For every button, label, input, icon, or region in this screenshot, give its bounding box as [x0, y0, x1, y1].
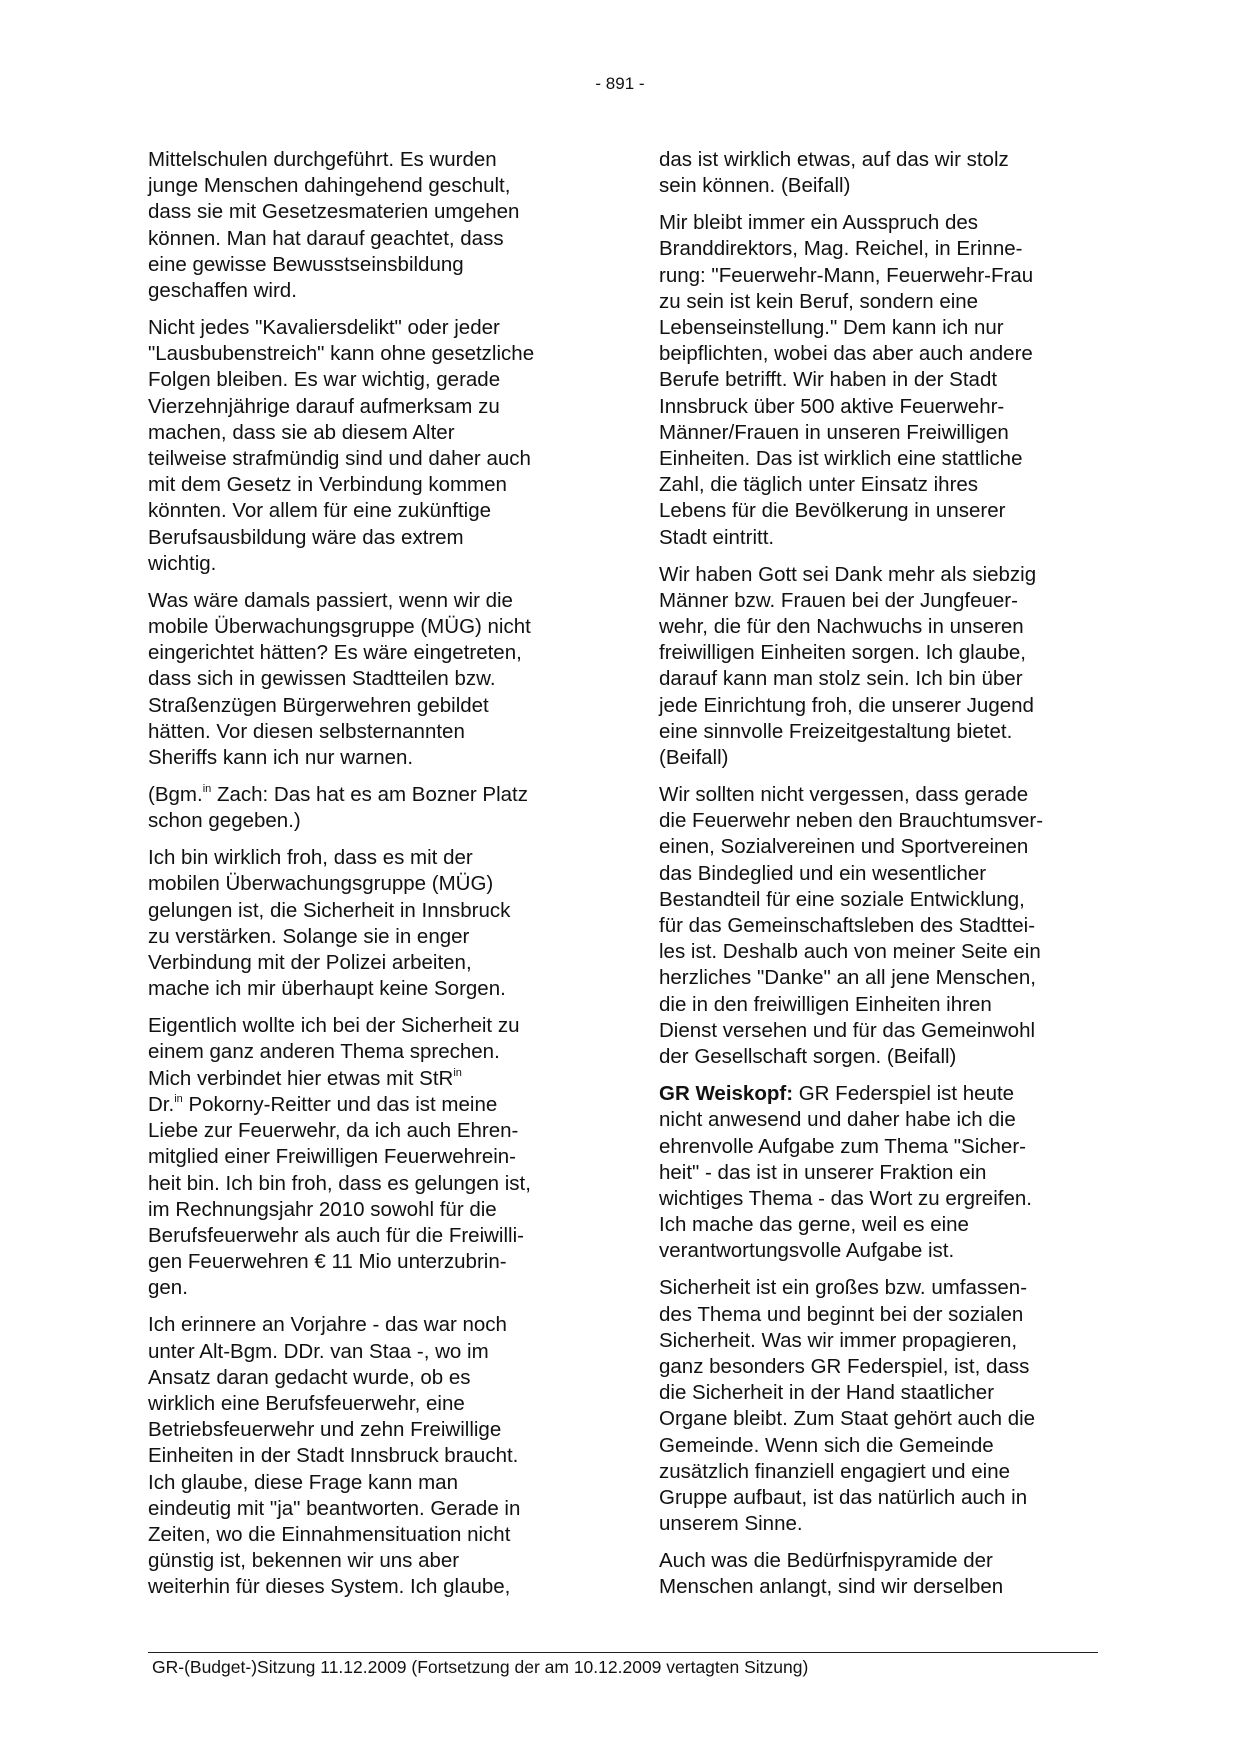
- paragraph: [659, 210, 1099, 551]
- page-number: - 891 -: [595, 74, 645, 93]
- text-line: eine gewisse Bewusstseinsbildung: [148, 252, 464, 276]
- text-line: mobile Überwachungsgruppe (MÜG) nicht: [148, 615, 531, 639]
- text-line: Bestandteil für eine soziale Entwicklung,: [659, 887, 1025, 911]
- text-line: (Bgm.$^{in}$ Zach: Das hat es am Bozner Platz: [148, 783, 528, 807]
- text-line: Einheiten. Das ist wirklich eine stattliche: [659, 447, 1023, 471]
- speaker-name: GR Weiskopf:: [659, 1082, 794, 1106]
- text-line: Mir bleibt immer ein Ausspruch des: [659, 211, 979, 235]
- text-line: Betriebsfeuerwehr und zehn Freiwillige: [148, 1418, 502, 1442]
- text-line: Lebenseinstellung." Dem kann ich nur: [659, 316, 1004, 340]
- text-line: Wir sollten nicht vergessen, dass gerade: [659, 783, 1029, 807]
- footer-divider: [148, 1652, 1098, 1653]
- paragraph: [148, 147, 598, 304]
- footer-session-info: GR-(Budget-)Sitzung 11.12.2009 (Fortsetzung der am 10.12.2009 vertagten Sitzung): [152, 1657, 809, 1677]
- text-line: ehrenvolle Aufgabe zum Thema "Sicher-: [659, 1134, 1026, 1158]
- text-line: Berufsausbildung wäre das extrem: [148, 525, 464, 549]
- text-line: ganz besonders GR Federspiel, ist, dass: [659, 1354, 1030, 1378]
- text-line: GR Weiskopf: GR Federspiel ist heute: [659, 1082, 1015, 1106]
- paragraph: [659, 1081, 1099, 1264]
- text-line: das ist wirklich etwas, auf das wir stolz: [659, 148, 1009, 171]
- text-line: dass sich in gewissen Stadtteilen bzw.: [148, 667, 496, 691]
- paragraph: [659, 147, 1099, 199]
- text-line: unter Alt-Bgm. DDr. van Staa -, wo im: [148, 1339, 489, 1363]
- text-line: Folgen bleiben. Es war wichtig, gerade: [148, 368, 501, 392]
- text-line: Organe bleibt. Zum Staat gehört auch die: [659, 1407, 1036, 1431]
- text-line: nicht anwesend und daher habe ich die: [659, 1108, 1016, 1132]
- text-line: können. Man hat darauf geachtet, dass: [148, 226, 504, 250]
- text-line: eingerichtet hätten? Es wäre eingetreten,: [148, 641, 522, 665]
- text-line: Was wäre damals passiert, wenn wir die: [148, 588, 513, 612]
- text-line: Gemeinde. Wenn sich die Gemeinde: [659, 1433, 994, 1457]
- text-line: die Feuerwehr neben den Brauchtumsver-: [659, 809, 1044, 833]
- text-line: Ansatz daran gedacht wurde, ob es: [148, 1365, 471, 1389]
- text-line: herzliches "Danke" an all jene Menschen,: [659, 966, 1036, 990]
- text-line: eindeutig mit "ja" beantworten. Gerade in: [148, 1496, 521, 1520]
- text-line: Innsbruck über 500 aktive Feuerwehr-: [659, 394, 1005, 418]
- text-line: Menschen anlangt, sind wir derselben: [659, 1575, 1004, 1599]
- text-line: zu sein ist kein Beruf, sondern eine: [659, 289, 979, 313]
- text-line: Gruppe aufbaut, ist das natürlich auch in: [659, 1485, 1028, 1509]
- text-line: (Beifall): [659, 746, 729, 770]
- paragraph: [148, 588, 598, 771]
- text-line: Ich erinnere an Vorjahre - das war noch: [148, 1313, 507, 1337]
- text-line: Verbindung mit der Polizei arbeiten,: [148, 951, 472, 975]
- text-line: schon gegeben.): [148, 809, 301, 833]
- text-line: weiterhin für dieses System. Ich glaube,: [148, 1575, 511, 1599]
- text-line: mobilen Überwachungsgruppe (MÜG): [148, 872, 494, 896]
- text-line: das Bindeglied und ein wesentlicher: [659, 861, 987, 885]
- left-column: [148, 147, 598, 1611]
- text-line: junge Menschen dahingehend geschult,: [148, 174, 511, 198]
- text-line: Mittelschulen durchgeführt. Es wurden: [148, 148, 497, 171]
- text-line: für das Gemeinschaftsleben des Stadttei-: [659, 914, 1036, 938]
- text-line: Eigentlich wollte ich bei der Sicherheit zu: [148, 1014, 520, 1038]
- superscript: in: [453, 1066, 462, 1079]
- text-line: der Gesellschaft sorgen. (Beifall): [659, 1045, 957, 1069]
- text-line: Dr.$^{in}$ Pokorny-Reitter und das ist meine: [148, 1092, 498, 1116]
- text-line: gelungen ist, die Sicherheit in Innsbruck: [148, 898, 511, 922]
- text-line: geschaffen wird.: [148, 279, 297, 303]
- text-line: wirklich eine Berufsfeuerwehr, eine: [148, 1391, 465, 1415]
- text-line: heit bin. Ich bin froh, dass es gelungen ist,: [148, 1171, 531, 1195]
- paragraph: [659, 1275, 1099, 1537]
- text-line: könnten. Vor allem für eine zukünftige: [148, 499, 492, 523]
- text-line: Berufe betrifft. Wir haben in der Stadt: [659, 368, 998, 392]
- paragraph: [148, 845, 598, 1002]
- text-line: beipflichten, wobei das aber auch andere: [659, 342, 1033, 366]
- text-line: Auch was die Bedürfnispyramide der: [659, 1549, 993, 1573]
- right-column: [659, 147, 1099, 1611]
- text-line: Zahl, die täglich unter Einsatz ihres: [659, 473, 979, 497]
- text-line: machen, dass sie ab diesem Alter: [148, 420, 455, 444]
- text-line: mache ich mir überhaupt keine Sorgen.: [148, 977, 506, 1001]
- text-line: Lebens für die Bevölkerung in unserer: [659, 499, 1006, 523]
- text-line: Branddirektors, Mag. Reichel, in Erinne-: [659, 237, 1023, 261]
- text-line: die in den freiwilligen Einheiten ihren: [659, 992, 992, 1016]
- text-line: Ich glaube, diese Frage kann man: [148, 1470, 458, 1494]
- text-line: Zeiten, wo die Einnahmensituation nicht: [148, 1522, 511, 1546]
- text-line: wehr, die für den Nachwuchs in unseren: [659, 615, 1024, 639]
- text-line: Ich mache das gerne, weil es eine: [659, 1213, 969, 1237]
- text-line: "Lausbubenstreich" kann ohne gesetzliche: [148, 342, 535, 366]
- text-line: mitglied einer Freiwilligen Feuerwehrein-: [148, 1145, 517, 1169]
- paragraph: [659, 1548, 1099, 1600]
- text-line: heit" - das ist in unserer Fraktion ein: [659, 1160, 987, 1184]
- text-line: eine sinnvolle Freizeitgestaltung bietet.: [659, 719, 1013, 743]
- text-line: Mich verbindet hier etwas mit StR$^{in}$: [148, 1066, 462, 1090]
- text-line: Sheriffs kann ich nur warnen.: [148, 746, 414, 770]
- text-line: sein können. (Beifall): [659, 174, 851, 198]
- text-line: des Thema und beginnt bei der sozialen: [659, 1302, 1024, 1326]
- text-line: gen Feuerwehren € 11 Mio unterzubrin-: [148, 1250, 507, 1274]
- superscript: in: [202, 783, 212, 796]
- text-line: rung: "Feuerwehr-Mann, Feuerwehr-Frau: [659, 263, 1034, 287]
- text-line: Stadt eintritt.: [659, 525, 775, 549]
- text-line: Berufsfeuerwehr als auch für die Freiwilli-: [148, 1223, 524, 1247]
- text-line: jede Einrichtung froh, die unserer Jugend: [659, 693, 1034, 717]
- text-line: hätten. Vor diesen selbsternannten: [148, 719, 465, 743]
- text-line: die Sicherheit in der Hand staatlicher: [659, 1381, 995, 1405]
- text-line: unserem Sinne.: [659, 1512, 803, 1536]
- text-line: dass sie mit Gesetzesmaterien umgehen: [148, 200, 520, 224]
- text-line: Einheiten in der Stadt Innsbruck braucht.: [148, 1444, 519, 1468]
- text-line: einen, Sozialvereinen und Sportvereinen: [659, 835, 1029, 859]
- text-line: Straßenzügen Bürgerwehren gebildet: [148, 693, 489, 717]
- text-line: im Rechnungsjahr 2010 sowohl für die: [148, 1197, 497, 1221]
- text-line: zusätzlich finanziell engagiert und eine: [659, 1459, 1011, 1483]
- paragraph: [148, 315, 598, 577]
- text-line: mit dem Gesetz in Verbindung kommen: [148, 473, 507, 497]
- text-line: Wir haben Gott sei Dank mehr als siebzig: [659, 562, 1037, 586]
- text-line: einem ganz anderen Thema sprechen.: [148, 1040, 500, 1064]
- text-line: wichtig.: [148, 551, 217, 575]
- paragraph: [659, 782, 1099, 1070]
- text-line: les ist. Deshalb auch von meiner Seite ein: [659, 940, 1041, 964]
- text-line: Männer/Frauen in unseren Freiwilligen: [659, 420, 1009, 444]
- paragraph: [148, 1312, 598, 1600]
- text-line: darauf kann man stolz sein. Ich bin über: [659, 667, 1023, 691]
- text-line: Nicht jedes "Kavaliersdelikt" oder jeder: [148, 316, 500, 340]
- text-line: Männer bzw. Frauen bei der Jungfeuer-: [659, 588, 1018, 612]
- text-line: günstig ist, bekennen wir uns aber: [148, 1549, 460, 1573]
- text-line: Dienst versehen und für das Gemeinwohl: [659, 1018, 1036, 1042]
- paragraph: [148, 1013, 598, 1301]
- text-line: zu verstärken. Solange sie in enger: [148, 924, 470, 948]
- superscript: in: [174, 1092, 183, 1105]
- text-line: Sicherheit ist ein großes bzw. umfassen-: [659, 1276, 1028, 1300]
- text-line: gen.: [148, 1276, 188, 1300]
- text-line: teilweise strafmündig sind und daher auch: [148, 447, 531, 471]
- text-line: freiwilligen Einheiten sorgen. Ich glaube,: [659, 641, 1026, 665]
- text-line: wichtiges Thema - das Wort zu ergreifen.: [659, 1186, 1032, 1210]
- paragraph: [659, 562, 1099, 772]
- text-line: verantwortungsvolle Aufgabe ist.: [659, 1239, 955, 1263]
- paragraph: [148, 782, 598, 834]
- text-line: Sicherheit. Was wir immer propagieren,: [659, 1328, 1018, 1352]
- text-line: Vierzehnjährige darauf aufmerksam zu: [148, 394, 500, 418]
- text-line: Ich bin wirklich froh, dass es mit der: [148, 846, 473, 870]
- text-line: Liebe zur Feuerwehr, da ich auch Ehren-: [148, 1119, 519, 1143]
